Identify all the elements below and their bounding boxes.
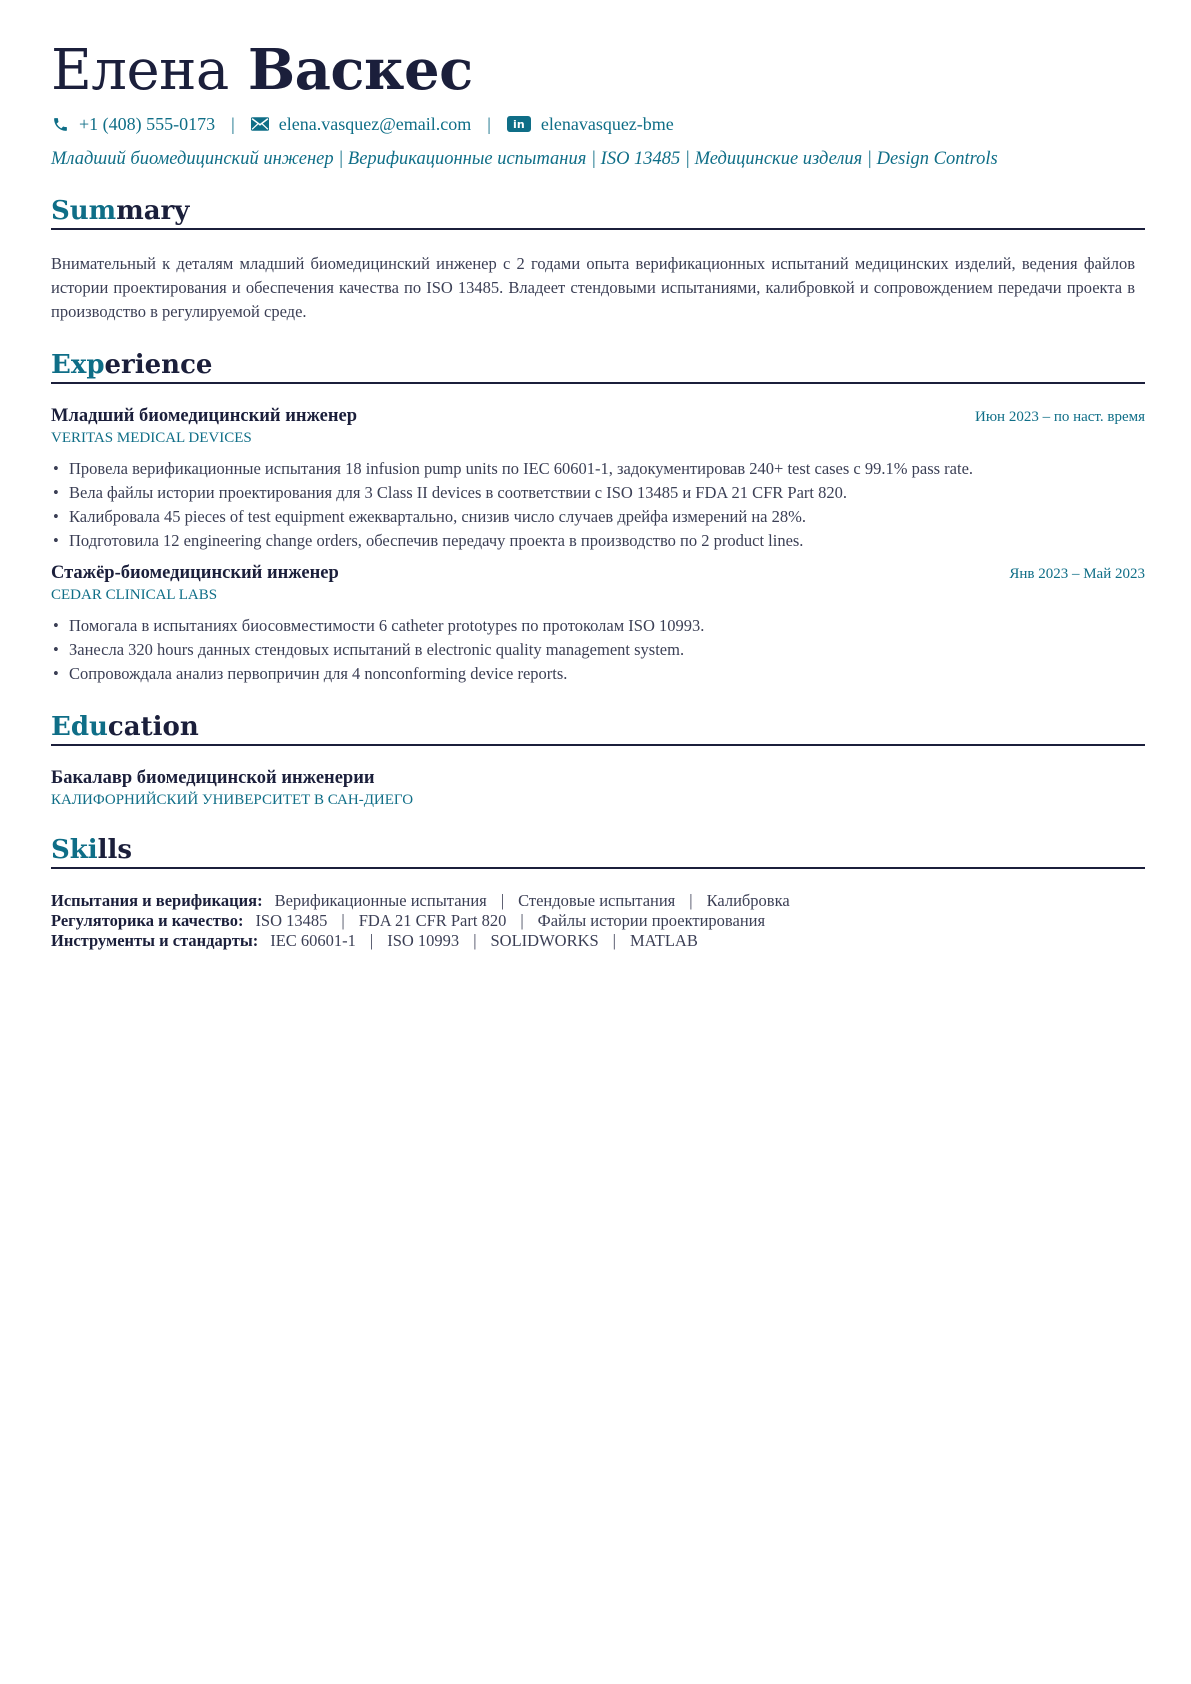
job-bullets bbox=[51, 614, 1145, 686]
skill-separator: | bbox=[500, 890, 505, 910]
skill-category: Испытания и верификация: bbox=[51, 890, 263, 910]
job-date: Июн 2023 – по наст. время bbox=[975, 408, 1145, 425]
contact-separator: | bbox=[487, 113, 491, 134]
section-title-rest: mary bbox=[116, 195, 190, 226]
email-text: elena.vasquez@email.com bbox=[278, 113, 472, 134]
section-title-skills bbox=[51, 835, 1145, 869]
section-title-rest: cation bbox=[107, 711, 199, 742]
job-entry bbox=[51, 406, 1145, 553]
job-bullet: • Провела верификационные испытания 18 infusion pump units по IEC 60601-1, задокументировав 240+ test cases с 99.1% pass rate. bbox=[51, 457, 1145, 481]
summary-text: Внимательный к деталям младший биомедицинский инженер с 2 годами опыта верификационных испытаний медицинских изделий, ведения файлов истории проектирования и обеспечения качества по ISO 13485. Владеет стендовыми испытаниями, калибровкой и сопровождением передачи проекта в производство в регулируемой среде. bbox=[51, 253, 1135, 321]
job-entry bbox=[51, 563, 1145, 686]
skill-row bbox=[51, 891, 1145, 911]
linkedin-text: elenavasquez-bme bbox=[540, 113, 674, 134]
skill-item: FDA 21 CFR Part 820 bbox=[358, 910, 507, 930]
education-school: КАЛИФОРНИЙСКИЙ УНИВЕРСИТЕТ В САН-ДИЕГО bbox=[51, 791, 414, 808]
section-title-accent: Edu bbox=[51, 711, 108, 742]
candidate-name bbox=[51, 37, 1145, 103]
section-title-summary bbox=[51, 196, 1145, 230]
skill-item: MATLAB bbox=[629, 930, 698, 950]
job-company: CEDAR CLINICAL LABS bbox=[51, 586, 218, 603]
last-name: Васкес bbox=[247, 37, 473, 103]
job-title: Стажёр-биомедицинский инженер bbox=[51, 562, 339, 583]
section-title-rest: lls bbox=[97, 834, 133, 865]
job-bullet: • Занесла 320 hours данных стендовых испытаний в electronic quality management system. bbox=[51, 638, 1145, 662]
skill-category: Инструменты и стандарты: bbox=[51, 930, 259, 950]
skill-item: Стендовые испытания bbox=[518, 890, 676, 910]
skill-separator: | bbox=[520, 910, 524, 930]
headline-tagline: Младший биомедицинский инженер | Верификационные испытания | ISO 13485 | Медицинские изделия | Design Controls bbox=[51, 148, 998, 169]
skill-item: ISO 10993 bbox=[387, 930, 460, 950]
first-name: Елена bbox=[51, 38, 229, 103]
phone-contact[interactable] bbox=[51, 114, 215, 135]
education-entry bbox=[51, 768, 1145, 809]
phone-icon bbox=[51, 115, 69, 133]
section-title-experience bbox=[51, 350, 1145, 384]
email-contact[interactable] bbox=[251, 114, 472, 135]
section-title-accent: Sum bbox=[51, 195, 117, 226]
skill-item: Файлы истории проектирования bbox=[537, 910, 766, 930]
skill-item: Верификационные испытания bbox=[274, 890, 487, 910]
job-bullets bbox=[51, 457, 1145, 553]
job-header bbox=[51, 563, 1145, 584]
contact-separator: | bbox=[231, 113, 235, 134]
job-bullet: • Калибровала 45 pieces of test equipment ежеквартально, снизив число случаев дрейфа измерений на 28%. bbox=[51, 505, 1145, 529]
job-date: Янв 2023 – Май 2023 bbox=[1009, 565, 1145, 582]
linkedin-icon: in bbox=[507, 116, 531, 132]
skill-separator: | bbox=[369, 930, 374, 950]
section-title-accent: Ski bbox=[51, 834, 98, 865]
skill-category: Регуляторика и качество: bbox=[51, 910, 244, 930]
skill-row bbox=[51, 931, 1145, 951]
contact-line bbox=[51, 114, 1145, 135]
skill-item: IEC 60601-1 bbox=[270, 930, 356, 950]
skill-item: ISO 13485 bbox=[255, 910, 328, 930]
skills-list bbox=[51, 891, 1145, 951]
job-bullet: • Помогала в испытаниях биосовместимости 6 catheter prototypes по протоколам ISO 10993. bbox=[51, 614, 1145, 638]
section-title-accent: Exp bbox=[51, 349, 105, 380]
section-title-education bbox=[51, 712, 1145, 746]
section-title-rest: erience bbox=[104, 349, 213, 380]
job-company: VERITAS MEDICAL DEVICES bbox=[51, 429, 252, 446]
skill-separator: | bbox=[612, 930, 616, 950]
job-header bbox=[51, 406, 1145, 427]
skill-separator: | bbox=[689, 890, 693, 910]
skill-item: Калибровка bbox=[706, 890, 790, 910]
job-bullet: • Подготовила 12 engineering change orders, обеспечив передачу проекта в производство по 2 product lines. bbox=[51, 529, 1145, 553]
job-title: Младший биомедицинский инженер bbox=[51, 405, 358, 426]
phone-text: +1 (408) 555-0173 bbox=[79, 113, 216, 134]
education-degree: Бакалавр биомедицинской инженерии bbox=[51, 767, 375, 788]
skill-item: SOLIDWORKS bbox=[490, 930, 599, 950]
skill-separator: | bbox=[473, 930, 477, 950]
linkedin-contact[interactable] bbox=[507, 114, 674, 135]
job-bullet: • Сопровождала анализ первопричин для 4 nonconforming device reports. bbox=[51, 662, 1145, 686]
envelope-icon bbox=[251, 115, 269, 133]
skill-separator: | bbox=[341, 910, 345, 930]
skill-row bbox=[51, 911, 1145, 931]
job-bullet: • Вела файлы истории проектирования для 3 Class II devices в соответствии с ISO 13485 и FDA 21 CFR Part 820. bbox=[51, 481, 1145, 505]
